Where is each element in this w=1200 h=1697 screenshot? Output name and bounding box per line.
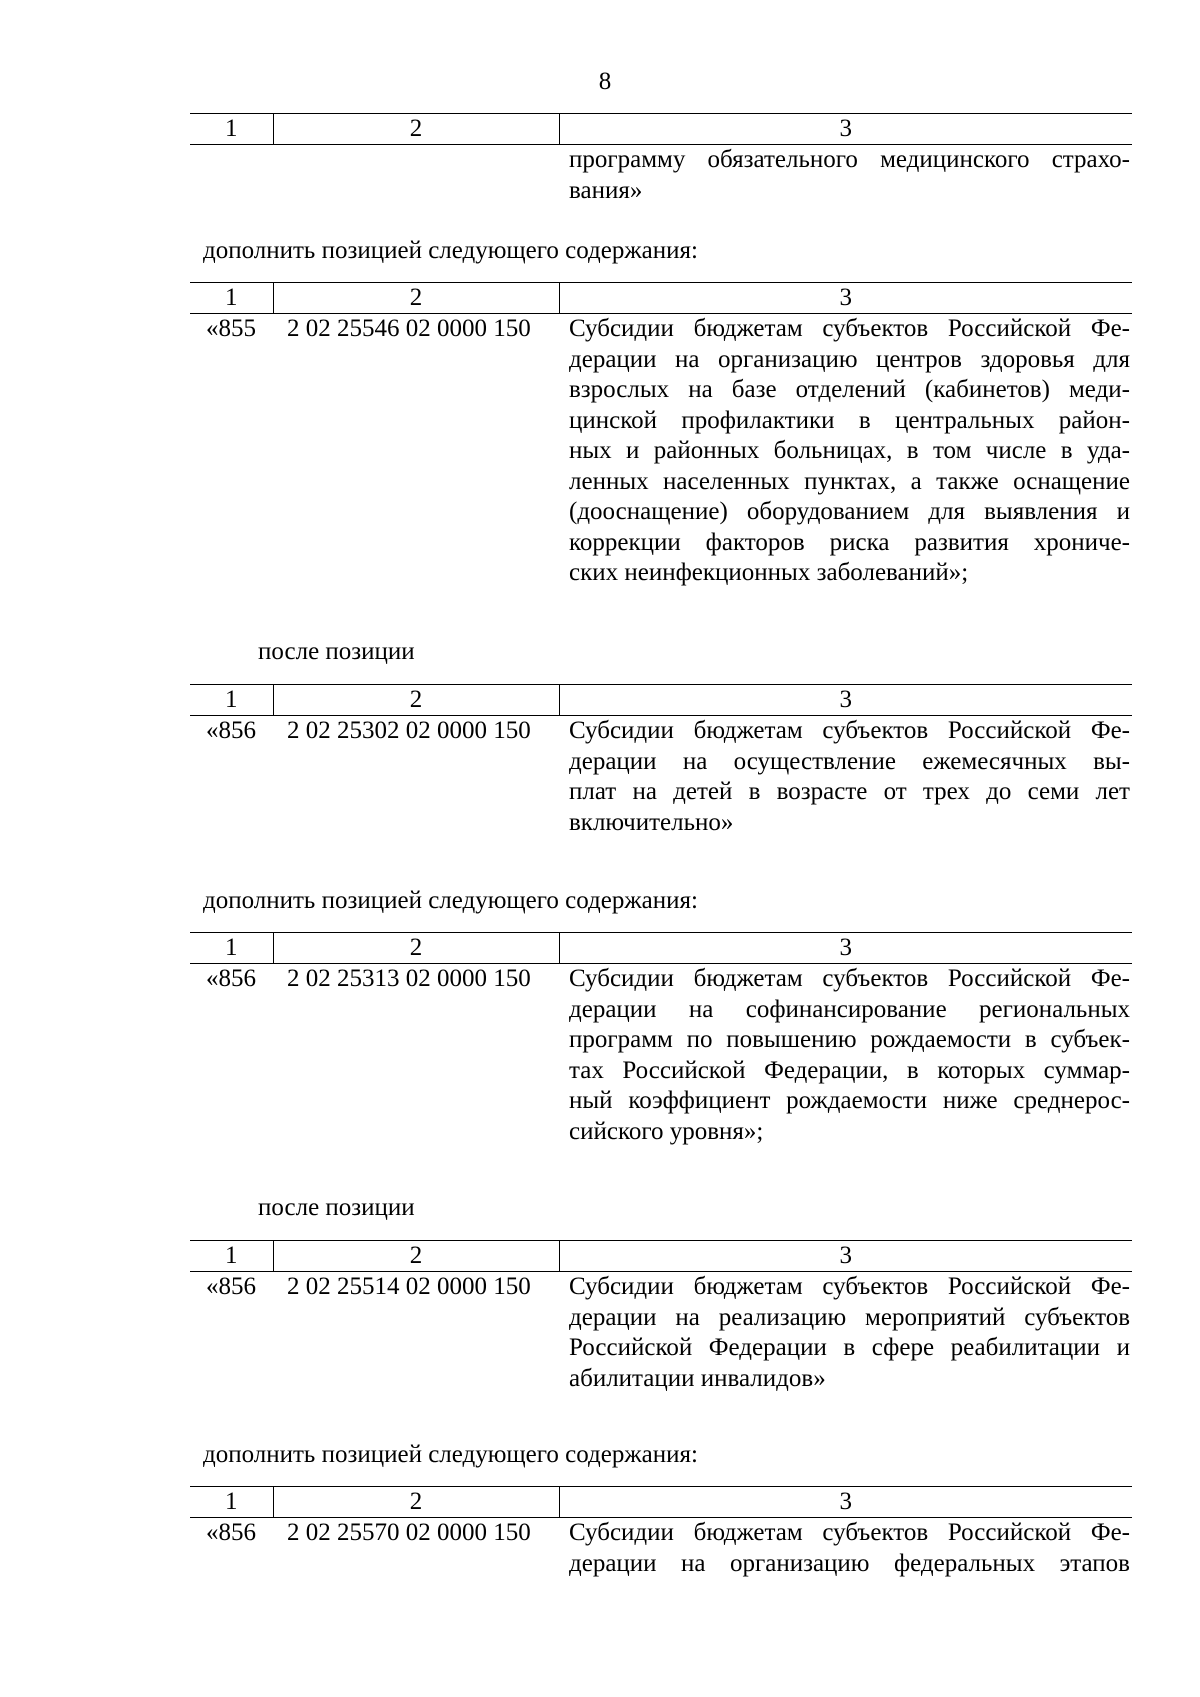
column-header-1: 1 <box>190 1487 273 1518</box>
column-header-1: 1 <box>190 933 273 964</box>
description-line: ленных населенных пунктах, а также оснащение <box>569 467 1130 495</box>
description-line: ный коэффициент рождаемости ниже среднерос- <box>569 1087 1130 1114</box>
description-line: включительно» <box>569 808 734 836</box>
code-table <box>190 1240 1132 1394</box>
code-table <box>190 282 1132 589</box>
code-table <box>190 1486 1132 1579</box>
description-line: вания» <box>569 176 643 204</box>
column-header-2: 2 <box>273 283 559 314</box>
row-chapter-code: «856 <box>206 1273 256 1300</box>
column-header-3: 3 <box>559 114 1132 145</box>
code-table <box>190 113 1132 206</box>
column-header-2: 2 <box>273 1487 559 1518</box>
table-position-856-25302 <box>190 684 1132 838</box>
description-line: Субсидии бюджетам субъектов Российской Фе- <box>569 965 1130 992</box>
description-line: Субсидии бюджетам субъектов Российской Фе- <box>569 1519 1130 1546</box>
column-header-2: 2 <box>273 114 559 145</box>
table-row <box>190 314 1132 589</box>
table-position-856-25313 <box>190 932 1132 1147</box>
column-header-1: 1 <box>190 1241 273 1272</box>
row-income-code: 2 02 25514 02 0000 150 <box>287 1273 531 1300</box>
column-header-3: 3 <box>559 685 1132 716</box>
code-table <box>190 684 1132 838</box>
table-row <box>190 716 1132 839</box>
instruction-paragraph: дополнить позицией следующего содержания: <box>203 237 698 264</box>
page-number: 8 <box>598 68 612 95</box>
table-row <box>190 145 1132 207</box>
row-description <box>559 716 1132 839</box>
description-line: дерации на осуществление ежемесячных вы- <box>569 747 1130 775</box>
description-line: Субсидии бюджетам субъектов Российской Фе- <box>569 1273 1130 1300</box>
column-header-2: 2 <box>273 685 559 716</box>
description-line: Субсидии бюджетам субъектов Российской Фе- <box>569 717 1130 744</box>
instruction-paragraph: после позиции <box>258 638 415 665</box>
row-chapter-code: «856 <box>206 1519 256 1546</box>
description-line: ских неинфекционных заболеваний»; <box>569 559 969 586</box>
row-chapter-code: «855 <box>206 315 256 342</box>
instruction-paragraph: после позиции <box>258 1194 415 1221</box>
row-description <box>559 145 1132 207</box>
row-description <box>559 1272 1132 1395</box>
row-income-code: 2 02 25313 02 0000 150 <box>287 965 531 992</box>
description-line: сийского уровня»; <box>569 1117 764 1145</box>
description-line: ных и районных больницах, в том числе в уда- <box>569 437 1130 464</box>
column-header-3: 3 <box>559 283 1132 314</box>
row-description <box>559 964 1132 1148</box>
column-header-3: 3 <box>559 1487 1132 1518</box>
row-description <box>559 314 1132 589</box>
description-line: (дооснащение) оборудованием для выявления и <box>569 498 1130 525</box>
description-line: дерации на организацию центров здоровья для <box>569 345 1130 373</box>
row-income-code: 2 02 25302 02 0000 150 <box>287 717 531 744</box>
table-continuation <box>190 113 1132 206</box>
table-position-855 <box>190 282 1132 589</box>
table-row <box>190 1518 1132 1580</box>
description-line: взрослых на базе отделений (кабинетов) меди- <box>569 376 1130 403</box>
description-line: программу обязательного медицинского страхо- <box>569 146 1130 173</box>
description-line: плат на детей в возрасте от трех до семи лет <box>569 778 1130 805</box>
column-header-1: 1 <box>190 685 273 716</box>
description-line: дерации на софинансирование региональных <box>569 995 1130 1023</box>
table-row <box>190 1272 1132 1395</box>
description-line: программ по повышению рождаемости в субъек- <box>569 1026 1130 1053</box>
table-position-856-25514 <box>190 1240 1132 1394</box>
instruction-paragraph: дополнить позицией следующего содержания: <box>203 887 698 914</box>
column-header-2: 2 <box>273 1241 559 1272</box>
table-row <box>190 964 1132 1148</box>
code-table <box>190 932 1132 1147</box>
description-line: дерации на организацию федеральных этапов <box>569 1549 1130 1577</box>
row-income-code: 2 02 25570 02 0000 150 <box>287 1519 531 1546</box>
description-line: Российской Федерации в сфере реабилитации и <box>569 1334 1130 1361</box>
row-chapter-code: «856 <box>206 965 256 992</box>
row-description <box>559 1518 1132 1580</box>
column-header-3: 3 <box>559 933 1132 964</box>
description-line: цинской профилактики в центральных район- <box>569 406 1130 434</box>
column-header-1: 1 <box>190 283 273 314</box>
table-position-856-25570 <box>190 1486 1132 1579</box>
instruction-paragraph: дополнить позицией следующего содержания: <box>203 1441 698 1468</box>
description-line: дерации на реализацию мероприятий субъектов <box>569 1303 1130 1331</box>
description-line: коррекции факторов риска развития хрониче- <box>569 528 1130 556</box>
description-line: Субсидии бюджетам субъектов Российской Фе- <box>569 315 1130 342</box>
description-line: абилитации инвалидов» <box>569 1364 826 1392</box>
row-income-code <box>273 145 559 207</box>
description-line: тах Российской Федерации, в которых суммар- <box>569 1056 1130 1084</box>
column-header-1: 1 <box>190 114 273 145</box>
row-chapter-code: «856 <box>206 717 256 744</box>
column-header-3: 3 <box>559 1241 1132 1272</box>
row-income-code: 2 02 25546 02 0000 150 <box>287 315 531 342</box>
column-header-2: 2 <box>273 933 559 964</box>
row-chapter-code <box>190 145 273 207</box>
